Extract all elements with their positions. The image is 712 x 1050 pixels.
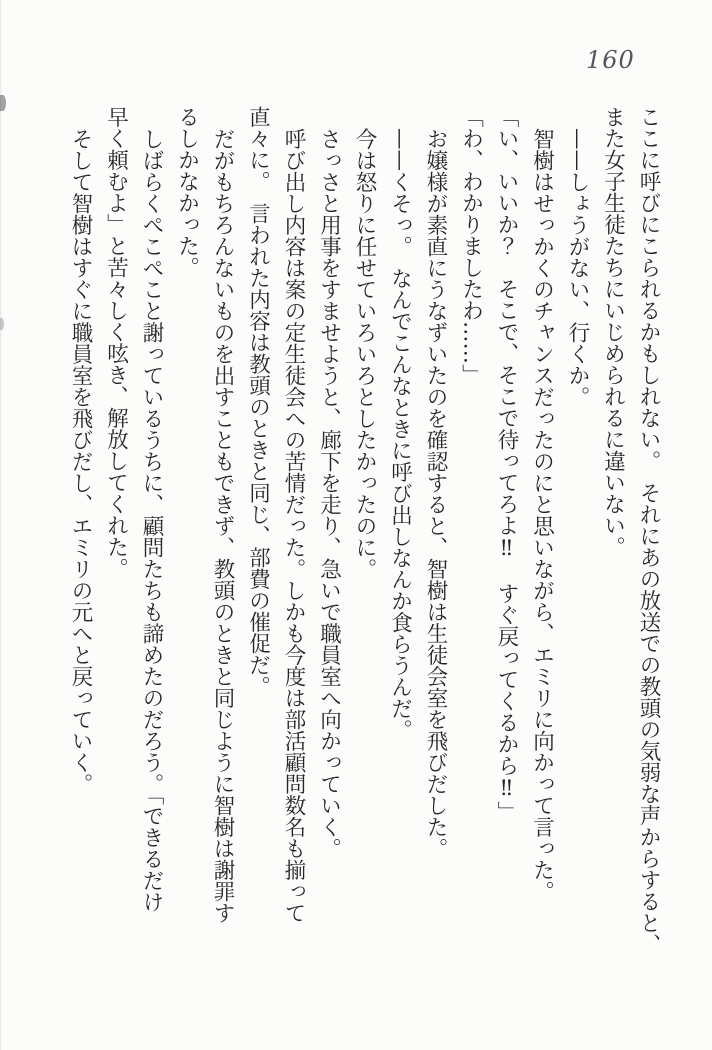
text-column-10: さっさと用事をすませようと、廊下を走り、急いで職員室へ向かっていく。 <box>316 127 342 859</box>
text-column-4: 智樹はせっかくのチャンスだったのにと思いながら、エミリに向かって言った。 <box>529 127 555 902</box>
scan-edge-line <box>0 0 2 1050</box>
text-column-11: 呼び出し内容は案の定生徒会への苦情だった。しかも今度は部活顧問数名も揃って <box>281 127 306 923</box>
scan-edge-artifact <box>0 95 6 111</box>
text-column-8: ——くそっ。 なんでこんなときに呼び出しなんか食らうんだ。 <box>387 127 413 741</box>
text-column-16: 早く頼むよ」と苦々しく呟き、解放してくれた。 <box>103 106 129 579</box>
text-column-5: 「い、いいか？ そこで、そこで待ってろよ‼ すぐ戻ってくるから‼」 <box>494 106 519 823</box>
vertical-text-block <box>63 106 667 988</box>
text-column-17: そして智樹はすぐに職員室を飛びだし、エミリの元へと戻っていく。 <box>68 127 93 794</box>
text-column-13: だがもちろんないものを出すこともできず、教頭のときと同じように智樹は謝罪す <box>210 127 235 923</box>
page-number: 160 <box>586 46 635 74</box>
text-column-6: 「わ、わかりましたわ……」 <box>458 106 484 386</box>
text-column-2: また女子生徒たちにいじめられるに違いない。 <box>600 106 626 558</box>
text-column-1: ここに呼びにこられるかもしれない。 それにあの放送での教頭の気弱な声からすると、 <box>636 106 661 956</box>
text-column-7: お嬢様が素直にうなずいたのを確認すると、智樹は生徒会室を飛びだした。 <box>423 127 448 859</box>
text-column-14: るしかなかった。 <box>174 106 200 278</box>
text-column-15: しばらくぺこぺこと謝っているうちに、顧問たちも諦めたのだろう。「できるだけ <box>139 127 164 913</box>
text-column-12: 直々に。 言われた内容は教頭のときと同じ、部費の催促だ。 <box>245 106 271 698</box>
text-column-9: 今は怒りに任せていろいろとしたかったのに。 <box>352 127 377 579</box>
text-column-3: ——しょうがない、行くか。 <box>565 127 590 407</box>
scan-edge-artifact <box>0 318 4 330</box>
